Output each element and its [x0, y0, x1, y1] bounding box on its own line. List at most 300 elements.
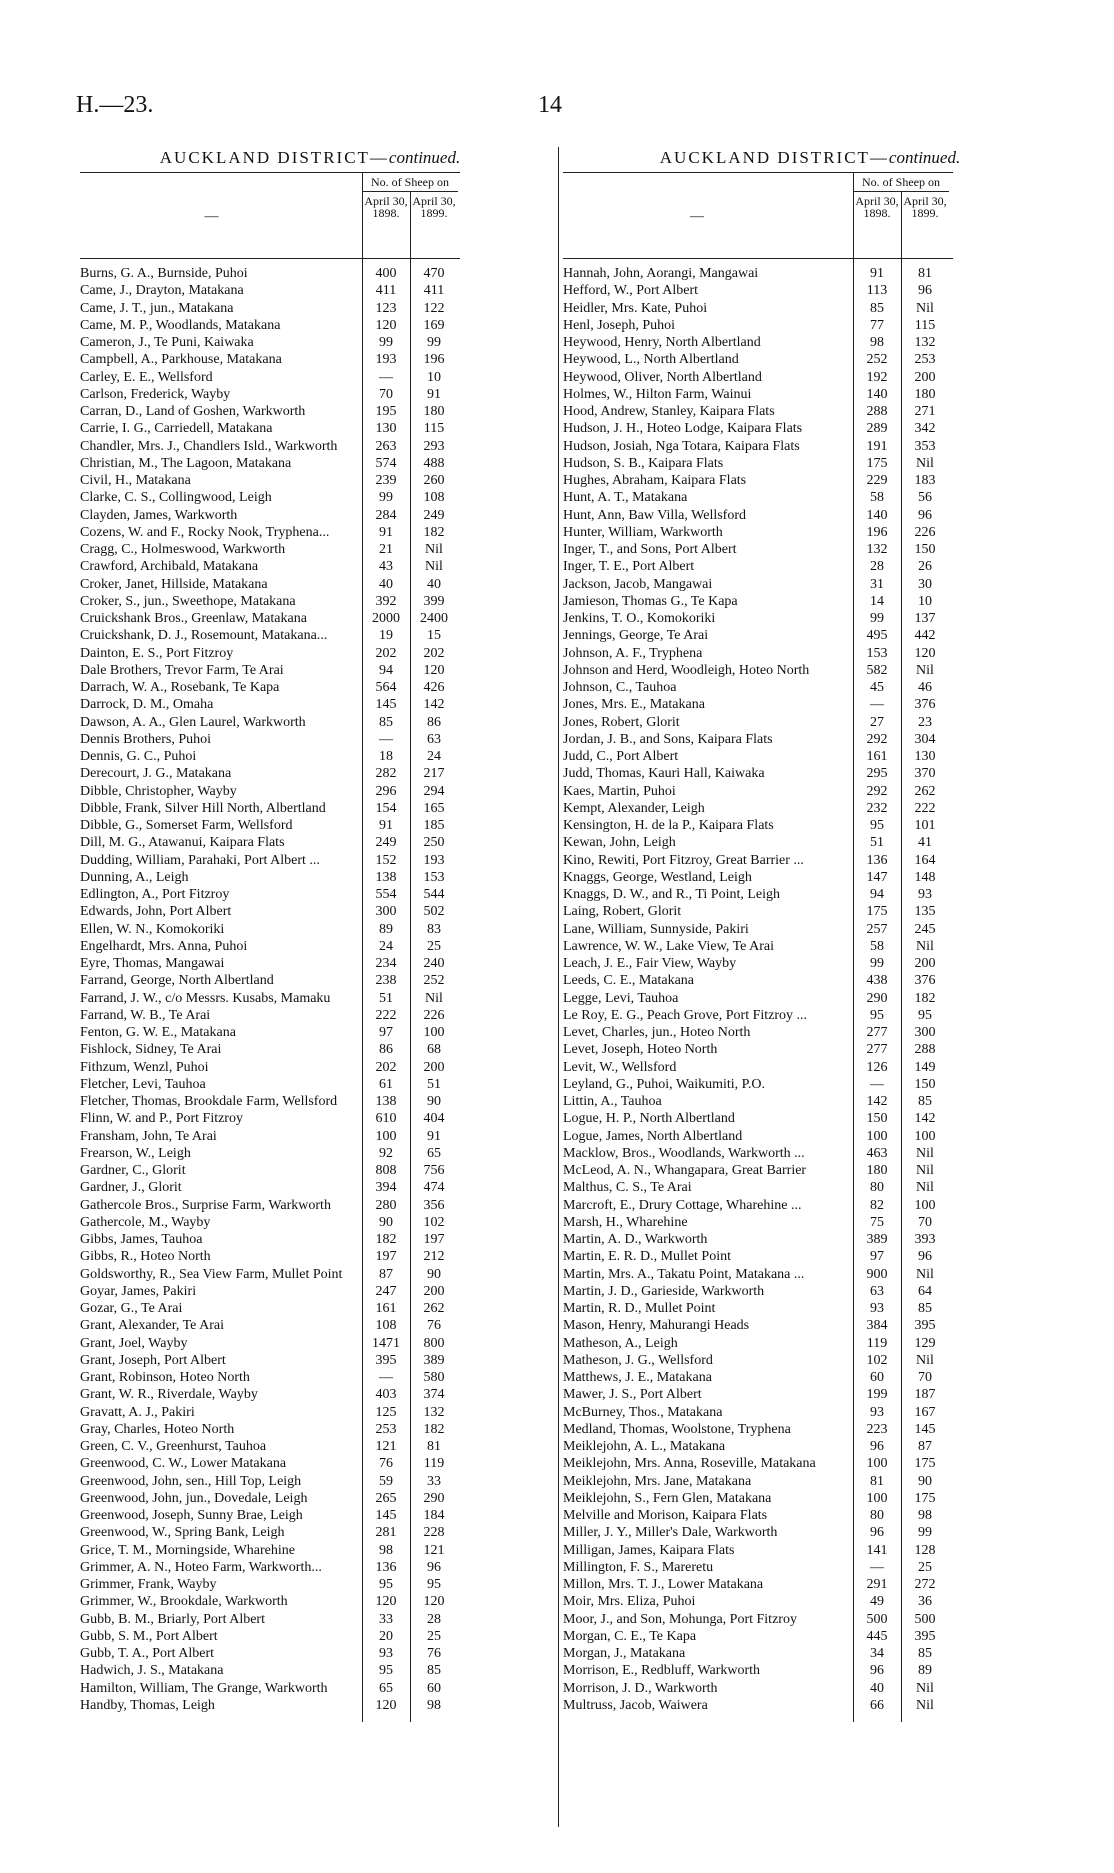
table-row	[563, 1162, 953, 1179]
sheep-1899: 135	[914, 904, 936, 920]
table-row	[563, 1007, 953, 1024]
sheep-1899: 202	[423, 645, 445, 661]
col-1898-header: April 30, 1898.	[855, 194, 899, 220]
owner-name: Morgan, C. E., Te Kapa	[563, 1628, 697, 1644]
sheep-1899: 544	[423, 887, 445, 902]
sheep-1898: 121	[375, 1439, 397, 1454]
sheep-1899: 300	[914, 1025, 936, 1040]
sheep-1899: 120	[423, 1594, 445, 1610]
table-row	[563, 1093, 953, 1110]
sheep-1899: 200	[914, 369, 936, 385]
owner-name: Jenkins, T. O., Komokoriki	[563, 611, 716, 626]
table-row	[563, 1455, 953, 1472]
sheep-1898: 98	[870, 335, 884, 350]
sheep-1899: 142	[914, 1111, 936, 1127]
sheep-1898: 145	[375, 1508, 397, 1523]
table-row	[80, 1007, 460, 1024]
sheep-1898: 75	[870, 1214, 884, 1230]
owner-name: Littin, A., Tauhoa	[563, 1094, 662, 1109]
sheep-1898: 247	[375, 1283, 397, 1299]
sheep-1899: 500	[914, 1611, 936, 1627]
sheep-1899: 99	[427, 335, 441, 350]
sheep-1899: 175	[914, 1490, 936, 1506]
sheep-1898: 99	[379, 490, 393, 506]
sheep-1898: 20	[379, 1628, 393, 1644]
table-row	[80, 1386, 460, 1403]
sheep-1899: 91	[427, 386, 441, 402]
sheep-1899: 393	[914, 1232, 936, 1247]
sheep-1898: —	[379, 731, 393, 747]
sheep-1899: Nil	[916, 455, 934, 471]
table-row	[563, 1369, 953, 1386]
sheep-1898: 1471	[372, 1335, 400, 1351]
table-row	[80, 524, 460, 541]
table-row	[563, 282, 953, 299]
owner-name: Judd, C., Port Albert	[563, 749, 679, 764]
owner-name: Jamieson, Thomas G., Te Kapa	[563, 593, 738, 609]
table-row	[80, 921, 460, 938]
table-row	[80, 386, 460, 403]
sheep-1899: Nil	[916, 1163, 934, 1178]
column-rule	[901, 259, 902, 1722]
owner-name: Green, C. V., Greenhurst, Tauhoa	[80, 1439, 267, 1454]
owner-name: Grant, Joseph, Port Albert	[80, 1352, 226, 1368]
sheep-1898: 99	[379, 335, 393, 350]
sheep-1899: 249	[423, 507, 445, 523]
owner-name: Gathercole, M., Wayby	[80, 1214, 211, 1230]
table-row	[80, 1283, 460, 1300]
table-row	[563, 1076, 953, 1093]
table-row	[80, 265, 460, 282]
sheep-1899: 40	[427, 576, 441, 592]
table-row	[80, 334, 460, 351]
sheep-1899: 200	[423, 1059, 445, 1075]
table-row	[563, 455, 953, 472]
sheep-1898: 289	[866, 421, 888, 437]
sheep-1899: 10	[918, 593, 932, 609]
table-row	[80, 610, 460, 627]
sheep-1899: 100	[914, 1128, 936, 1144]
table-row	[563, 438, 953, 455]
owner-name: Hefford, W., Port Albert	[563, 283, 699, 299]
table-row	[80, 765, 460, 782]
owner-name: Darrach, W. A., Rosebank, Te Kapa	[80, 680, 280, 695]
sheep-1898: 193	[375, 352, 397, 368]
sheep-1898: 24	[379, 938, 393, 954]
table-row	[80, 1438, 460, 1455]
owner-name: Handby, Thomas, Leigh	[80, 1697, 215, 1713]
sheep-1898: 28	[870, 559, 884, 575]
sheep-1898: 51	[379, 990, 393, 1006]
table-row	[563, 300, 953, 317]
table-row	[563, 662, 953, 679]
table-row	[80, 1076, 460, 1093]
owner-name: Croker, Janet, Hillside, Matakana	[80, 576, 268, 592]
sheep-group-header: No. of Sheep on	[362, 173, 458, 192]
owner-name: Farrand, W. B., Te Arai	[80, 1007, 211, 1023]
sheep-1899: 101	[914, 818, 936, 833]
table-row	[80, 300, 460, 317]
table-row	[80, 1317, 460, 1334]
table-row	[563, 593, 953, 610]
table-row	[80, 662, 460, 679]
owner-name: Heywood, L., North Albertland	[563, 352, 739, 368]
column-rule	[362, 259, 363, 1722]
owner-name: Dibble, Frank, Silver Hill North, Albertland	[80, 800, 326, 816]
table-row	[563, 420, 953, 437]
name-column-header: —	[690, 209, 704, 224]
table-row	[563, 265, 953, 282]
sheep-1899: 376	[914, 973, 936, 989]
owner-name: Martin, E. R. D., Mullet Point	[563, 1249, 731, 1265]
owner-name: Edlington, A., Port Fitzroy	[80, 887, 230, 902]
sheep-1898: 140	[866, 507, 888, 523]
sheep-1899: 226	[914, 524, 936, 540]
owner-name: Hudson, S. B., Kaipara Flats	[563, 455, 724, 471]
table-row	[80, 1369, 460, 1386]
sheep-1899: 129	[914, 1335, 936, 1351]
sheep-1898: 85	[870, 300, 884, 316]
sheep-1899: 120	[914, 645, 936, 661]
sheep-1899: 30	[918, 576, 932, 592]
sheep-1899: 121	[423, 1542, 445, 1558]
table-row	[80, 800, 460, 817]
table-row	[563, 679, 953, 696]
table-row	[80, 1110, 460, 1127]
table-row	[563, 1352, 953, 1369]
owner-name: Burns, G. A., Burnside, Puhoi	[80, 266, 248, 281]
header-rule	[853, 173, 854, 258]
owner-name: Multruss, Jacob, Waiwera	[563, 1697, 708, 1713]
owner-name: Jones, Robert, Glorit	[563, 714, 680, 730]
sheep-1899: 149	[914, 1059, 936, 1075]
table-row	[80, 1524, 460, 1541]
sheep-1899: 353	[914, 438, 936, 454]
table-row	[563, 541, 953, 558]
sheep-1899: 2400	[420, 611, 448, 626]
sheep-1898: —	[870, 1076, 884, 1092]
sheep-1899: 370	[914, 766, 936, 782]
sheep-1899: Nil	[916, 1266, 934, 1282]
sheep-1899: 26	[918, 559, 932, 575]
sheep-1898: 438	[866, 973, 888, 989]
table-row	[563, 1335, 953, 1352]
sheep-1898: 153	[866, 645, 888, 661]
owner-name: Jordan, J. B., and Sons, Kaipara Flats	[563, 731, 773, 747]
table-row	[563, 1593, 953, 1610]
sheep-1898: 292	[866, 731, 888, 747]
table-row	[563, 1490, 953, 1507]
table-row	[80, 1611, 460, 1628]
owner-name: Clayden, James, Warkworth	[80, 507, 238, 523]
sheep-1898: 90	[379, 1214, 393, 1230]
sheep-1898: 175	[866, 455, 888, 471]
table-row	[80, 576, 460, 593]
table-row	[80, 1455, 460, 1472]
owner-name: Campbell, A., Parkhouse, Matakana	[80, 352, 282, 368]
sheep-1898: 142	[866, 1094, 888, 1109]
table-row	[563, 1611, 953, 1628]
sheep-1898: 257	[866, 921, 888, 937]
sheep-1899: 23	[918, 714, 932, 730]
sheep-1899: 474	[423, 1180, 445, 1196]
owner-name: Dennis, G. C., Puhoi	[80, 749, 197, 764]
sheep-1898: 18	[379, 749, 393, 764]
table-row	[563, 403, 953, 420]
table-row	[80, 420, 460, 437]
sheep-1898: 191	[866, 438, 888, 454]
right-rows	[563, 259, 953, 1722]
table-row	[80, 783, 460, 800]
sheep-1899: 85	[918, 1646, 932, 1661]
table-row	[563, 1576, 953, 1593]
sheep-1898: 21	[379, 542, 393, 557]
sheep-1899: 150	[914, 542, 936, 557]
owner-name: Gubb, S. M., Port Albert	[80, 1628, 218, 1644]
table-row	[563, 834, 953, 851]
sheep-1899: 184	[423, 1508, 445, 1523]
sheep-1898: 58	[870, 938, 884, 954]
table-row	[563, 351, 953, 368]
sheep-1899: 197	[423, 1232, 445, 1247]
sheep-1898: 154	[375, 800, 397, 816]
owner-name: Millon, Mrs. T. J., Lower Matakana	[563, 1577, 764, 1592]
right-heading-text: AUCKLAND DISTRICT—	[659, 148, 889, 167]
owner-name: Judd, Thomas, Kauri Hall, Kaiwaka	[563, 766, 765, 782]
sheep-1899: 95	[918, 1007, 932, 1023]
sheep-1899: 145	[914, 1421, 936, 1437]
sheep-1899: Nil	[916, 662, 934, 678]
sheep-1898: 40	[870, 1680, 884, 1696]
table-row	[80, 1507, 460, 1524]
owner-name: Kino, Rewiti, Port Fitzroy, Great Barrier ...	[563, 852, 804, 868]
sheep-1899: 96	[427, 1559, 441, 1575]
owner-name: Gibbs, James, Tauhoa	[80, 1232, 203, 1247]
table-row	[563, 869, 953, 886]
sheep-1898: 98	[379, 1542, 393, 1558]
owner-name: Dudding, William, Parahaki, Port Albert ...	[80, 852, 320, 868]
sheep-1898: 130	[375, 421, 397, 437]
sheep-1898: 14	[870, 593, 884, 609]
sheep-1899: 185	[423, 818, 445, 833]
sheep-1899: 98	[918, 1508, 932, 1523]
sheep-1899: 115	[914, 317, 936, 333]
owner-name: Fletcher, Thomas, Brookdale Farm, Wellsford	[80, 1094, 338, 1109]
owner-name: Grant, Alexander, Te Arai	[80, 1318, 224, 1334]
table-row	[563, 938, 953, 955]
owner-name: Kensington, H. de la P., Kaipara Flats	[563, 818, 774, 833]
owner-name: Knaggs, D. W., and R., Ti Point, Leigh	[563, 887, 781, 902]
sheep-1898: 290	[866, 990, 888, 1006]
table-row	[80, 1404, 460, 1421]
owner-name: Inger, T. E., Port Albert	[563, 559, 695, 575]
table-row	[80, 369, 460, 386]
owner-name: Hamilton, William, The Grange, Warkworth	[80, 1680, 328, 1696]
sheep-1899: 226	[423, 1007, 445, 1023]
sheep-1898: 123	[375, 300, 397, 316]
sheep-1898: 82	[870, 1197, 884, 1213]
owner-name: Hunt, A. T., Matakana	[563, 490, 688, 506]
owner-name: Medland, Thomas, Woolstone, Tryphena	[563, 1421, 791, 1437]
sheep-1899: 10	[427, 369, 441, 385]
sheep-1898: 222	[375, 1007, 397, 1023]
owner-name: Kewan, John, Leigh	[563, 835, 676, 851]
owner-name: Carlson, Frederick, Wayby	[80, 386, 231, 402]
sheep-1899: 294	[423, 783, 445, 799]
sheep-1898: 384	[866, 1318, 888, 1334]
sheep-1898: 202	[375, 645, 397, 661]
sheep-1899: 24	[427, 749, 441, 764]
sheep-1898: 140	[866, 386, 888, 402]
table-row	[563, 748, 953, 765]
sheep-1899: 108	[423, 490, 445, 506]
table-row	[80, 731, 460, 748]
sheep-1899: 389	[423, 1352, 445, 1368]
owner-name: Fletcher, Levi, Tauhoa	[80, 1076, 206, 1092]
sheep-1898: 161	[375, 1301, 397, 1316]
owner-name: Farrand, J. W., c/o Messrs. Kusabs, Mamaku	[80, 990, 331, 1006]
sheep-1898: 445	[866, 1628, 888, 1644]
sheep-1899: 81	[918, 266, 932, 281]
left-heading-continued: continued.	[388, 148, 461, 167]
table-row	[563, 334, 953, 351]
table-row	[563, 921, 953, 938]
owner-name: Milligan, James, Kaipara Flats	[563, 1542, 735, 1558]
sheep-1898: 95	[379, 1663, 393, 1679]
owner-name: Grant, Joel, Wayby	[80, 1335, 188, 1351]
table-row	[563, 1559, 953, 1576]
sheep-1899: 95	[427, 1577, 441, 1592]
sheep-1899: 180	[914, 386, 936, 402]
sheep-1899: 120	[423, 662, 445, 678]
sheep-1898: 400	[375, 266, 397, 281]
sheep-1899: 15	[427, 628, 441, 644]
sheep-1898: 120	[375, 317, 397, 333]
sheep-1899: 167	[914, 1404, 936, 1420]
owner-name: Chandler, Mrs. J., Chandlers Isld., Warkworth	[80, 438, 338, 454]
owner-name: Marcroft, E., Drury Cottage, Wharehine ...	[563, 1197, 802, 1213]
table-row	[563, 1024, 953, 1041]
sheep-1899: 200	[423, 1283, 445, 1299]
owner-name: Levit, W., Wellsford	[563, 1059, 677, 1075]
sheep-1898: 136	[866, 852, 888, 868]
owner-name: Heywood, Henry, North Albertland	[563, 335, 761, 350]
sheep-1898: 232	[866, 800, 888, 816]
sheep-1898: 99	[870, 611, 884, 626]
page-number: 14	[538, 92, 562, 118]
sheep-1899: 502	[423, 904, 445, 920]
owner-name: Logue, H. P., North Albertland	[563, 1111, 735, 1127]
owner-name: Hunt, Ann, Baw Villa, Wellsford	[563, 507, 747, 523]
sheep-1898: 108	[375, 1318, 397, 1334]
owner-name: Grice, T. M., Morningside, Wharehine	[80, 1542, 296, 1558]
owner-name: Carrie, I. G., Carriedell, Matakana	[80, 421, 273, 437]
sheep-1898: 19	[379, 628, 393, 644]
owner-name: Croker, S., jun., Sweethope, Matakana	[80, 593, 296, 609]
table-row	[80, 627, 460, 644]
owner-name: Greenwood, W., Spring Bank, Leigh	[80, 1525, 285, 1541]
table-row	[563, 696, 953, 713]
sheep-1898: 145	[375, 697, 397, 713]
sheep-1898: 81	[870, 1473, 884, 1489]
sheep-1898: 66	[870, 1697, 884, 1713]
sheep-1898: 395	[375, 1352, 397, 1368]
sheep-1899: 374	[423, 1387, 445, 1403]
sheep-1899: 187	[914, 1387, 936, 1403]
sheep-1898: 45	[870, 680, 884, 695]
sheep-1898: 100	[866, 1128, 888, 1144]
sheep-1898: 238	[375, 973, 397, 989]
column-rule	[853, 259, 854, 1722]
sheep-1898: 495	[866, 628, 888, 644]
table-row	[80, 317, 460, 334]
sheep-1899: 395	[914, 1318, 936, 1334]
sheep-1898: 89	[379, 921, 393, 937]
table-row	[80, 507, 460, 524]
sheep-1898: 202	[375, 1059, 397, 1075]
owner-name: Matheson, J. G., Wellsford	[563, 1352, 713, 1368]
sheep-1899: 180	[423, 404, 445, 419]
table-row	[80, 748, 460, 765]
sheep-1899: 800	[423, 1335, 445, 1351]
table-row	[563, 1317, 953, 1334]
owner-name: Logue, James, North Albertland	[563, 1128, 743, 1144]
owner-name: Goldsworthy, R., Sea View Farm, Mullet Point	[80, 1266, 343, 1282]
owner-name: Kaes, Martin, Puhoi	[563, 783, 676, 799]
sheep-1899: 222	[914, 800, 936, 816]
sheep-1899: 182	[423, 1421, 445, 1437]
sheep-1898: 277	[866, 1025, 888, 1040]
sheep-1899: 293	[423, 438, 445, 454]
sheep-1898: 2000	[372, 611, 400, 626]
sheep-1898: 295	[866, 766, 888, 782]
sheep-1898: 394	[375, 1180, 397, 1196]
sheep-1898: 234	[375, 956, 397, 971]
sheep-1899: 169	[423, 317, 445, 333]
sheep-1898: 60	[870, 1370, 884, 1385]
sheep-1898: —	[379, 1370, 393, 1385]
sheep-1899: 76	[427, 1646, 441, 1661]
sheep-1899: Nil	[425, 542, 443, 557]
sheep-1899: 399	[423, 593, 445, 609]
column-rule	[410, 259, 411, 1722]
sheep-1899: 250	[423, 835, 445, 851]
sheep-1898: 61	[379, 1076, 393, 1092]
owner-name: Matthews, J. E., Matakana	[563, 1370, 712, 1385]
owner-name: Hughes, Abraham, Kaipara Flats	[563, 473, 747, 488]
right-table-header	[563, 172, 953, 259]
sheep-1898: 292	[866, 783, 888, 799]
table-row	[80, 834, 460, 851]
sheep-1899: 182	[914, 990, 936, 1006]
owner-name: Dainton, E. S., Port Fitzroy	[80, 645, 234, 661]
sheep-1899: 148	[914, 869, 936, 885]
sheep-1899: 128	[914, 1542, 936, 1558]
sheep-1899: 83	[427, 921, 441, 937]
sheep-1898: 141	[866, 1542, 888, 1558]
owner-name: Laing, Robert, Glorit	[563, 904, 682, 920]
owner-name: Fransham, John, Te Arai	[80, 1128, 217, 1144]
table-row	[80, 1197, 460, 1214]
owner-name: Derecourt, J. G., Matakana	[80, 766, 232, 782]
table-row	[563, 645, 953, 662]
table-row	[80, 1645, 460, 1662]
sheep-1899: Nil	[916, 1180, 934, 1196]
table-row	[563, 1680, 953, 1697]
owner-name: Came, J., Drayton, Matakana	[80, 283, 244, 299]
sheep-1899: 85	[918, 1301, 932, 1316]
sheep-1898: 100	[866, 1456, 888, 1472]
